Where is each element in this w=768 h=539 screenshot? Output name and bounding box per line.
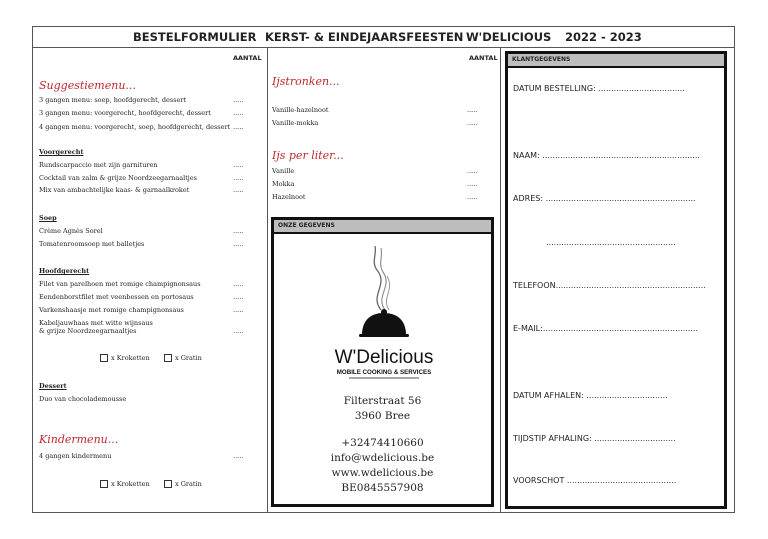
- menu-item: Kabeljauwhaas met witte wijnsaus: [39, 319, 153, 327]
- option-label: x Kroketten: [111, 354, 150, 362]
- gratin-option[interactable]: [164, 480, 202, 488]
- qty-dots[interactable]: .....: [233, 186, 244, 194]
- checkbox[interactable]: [164, 354, 172, 362]
- contact-street: Filterstraat 56: [343, 395, 422, 407]
- column-divider: [500, 47, 501, 512]
- datum-bestelling-field[interactable]: DATUM BESTELLING: ..................................: [513, 84, 685, 93]
- option-label: x Kroketten: [111, 480, 150, 488]
- tijdstip-afhaling-field[interactable]: TIJDSTIP AFHALING: ................................: [513, 434, 676, 443]
- qty-dots[interactable]: .....: [233, 161, 244, 169]
- naam-field[interactable]: NAAM: ..............................................................: [513, 151, 700, 160]
- menu-item: Cocktail van zalm & grijze Noordzeegarnaaltjes: [39, 174, 198, 182]
- hoofdgerecht-title: Hoofdgerecht: [39, 267, 90, 275]
- voorgerecht-title: Voorgerecht: [39, 148, 84, 156]
- cloche-logo-icon: [319, 240, 449, 380]
- menu-item: 4 gangen kindermenu: [39, 452, 112, 460]
- qty-dots[interactable]: .....: [233, 96, 244, 104]
- kroketten-option[interactable]: [100, 480, 150, 488]
- menu-item: Rundscarpaccio met zijn garnituren: [39, 161, 158, 169]
- dessert-title: Dessert: [39, 382, 67, 390]
- aantal-header: AANTAL: [233, 54, 262, 62]
- order-form: [32, 26, 735, 513]
- suggestiemenu-title: Suggestiemenu...: [39, 79, 136, 92]
- contact-vat: BE0845557908: [341, 482, 424, 494]
- menu-item: 4 gangen menu: voorgerecht, soep, hoofdgerecht, dessert: [39, 123, 231, 131]
- qty-dots[interactable]: .....: [233, 327, 244, 335]
- contact-phone: +32474410660: [341, 437, 424, 449]
- email-field[interactable]: E-MAIL:.............................................................: [513, 324, 698, 333]
- qty-dots[interactable]: .....: [467, 167, 478, 175]
- kroketten-option[interactable]: [100, 354, 150, 362]
- menu-item: Vanille: [272, 167, 295, 175]
- menu-item: Varkenshaasje met romige champignonsaus: [39, 306, 184, 314]
- menu-item: Duo van chocolademousse: [39, 395, 127, 403]
- klantgegevens-box: [505, 51, 727, 509]
- menu-item: Filet van parelhoen met romige champignonsaus: [39, 280, 201, 288]
- telefoon-field[interactable]: TELEFOON...........................................................: [513, 281, 706, 290]
- ijstronken-title: Ijstronken...: [272, 75, 340, 88]
- adres-field[interactable]: ADRES: ...........................................................: [513, 194, 696, 203]
- soep-title: Soep: [39, 214, 57, 222]
- logo-name: W'Delicious: [334, 347, 434, 368]
- qty-dots[interactable]: .....: [233, 240, 244, 248]
- logo-tagline: MOBILE COOKING & SERVICES: [336, 369, 432, 376]
- onze-gegevens-box: [271, 217, 494, 507]
- voorschot-field[interactable]: VOORSCHOT ...........................................: [513, 476, 677, 485]
- qty-dots[interactable]: .....: [233, 109, 244, 117]
- form-header: [33, 27, 734, 48]
- qty-dots[interactable]: .....: [233, 306, 244, 314]
- brand-title: W'DELICIOUS: [466, 30, 552, 44]
- box-header: ONZE GEGEVENS: [274, 220, 491, 234]
- menu-item: & grijze Noordzeegarnaaltjes: [39, 327, 137, 335]
- qty-dots[interactable]: .....: [233, 280, 244, 288]
- menu-item: 3 gangen menu: soep, hoofdgerecht, dessert: [39, 96, 187, 104]
- qty-dots[interactable]: .....: [467, 193, 478, 201]
- option-label: x Gratin: [175, 480, 202, 488]
- qty-dots[interactable]: .....: [233, 174, 244, 182]
- box-header: KLANTGEGEVENS: [508, 54, 724, 68]
- form-title: BESTELFORMULIER: [133, 30, 257, 44]
- qty-dots[interactable]: .....: [233, 123, 244, 131]
- qty-dots[interactable]: .....: [233, 227, 244, 235]
- event-title: KERST- & EINDEJAARSFEESTEN: [265, 30, 464, 44]
- qty-dots[interactable]: .....: [233, 452, 244, 460]
- checkbox[interactable]: [100, 480, 108, 488]
- qty-dots[interactable]: .....: [467, 180, 478, 188]
- menu-item: 3 gangen menu: voorgerecht, hoofdgerecht, dessert: [39, 109, 211, 117]
- adres-field-line2[interactable]: ...................................................: [546, 238, 676, 247]
- checkbox[interactable]: [164, 480, 172, 488]
- contact-web: www.wdelicious.be: [331, 467, 434, 479]
- ijsperliter-title: Ijs per liter...: [272, 149, 344, 162]
- kindermenu-title: Kindermenu...: [39, 433, 119, 446]
- menu-item: Mokka: [272, 180, 295, 188]
- menu-item: Hazelnoot: [272, 193, 306, 201]
- menu-item: Crème Agnès Sorel: [39, 227, 103, 235]
- contact-city: 3960 Bree: [354, 410, 411, 422]
- gratin-option[interactable]: [164, 354, 202, 362]
- qty-dots[interactable]: .....: [233, 293, 244, 301]
- option-label: x Gratin: [175, 354, 202, 362]
- qty-dots[interactable]: .....: [467, 106, 478, 114]
- column-divider: [267, 47, 268, 512]
- menu-item: Tomatenroomsoep met balletjes: [39, 240, 145, 248]
- checkbox[interactable]: [100, 354, 108, 362]
- aantal-header: AANTAL: [469, 54, 498, 62]
- menu-item: Vanille-hazelnoot: [272, 106, 329, 114]
- contact-email: info@wdelicious.be: [330, 452, 435, 464]
- menu-item: Mix van ambachtelijke kaas- & garnaalkroket: [39, 186, 190, 194]
- datum-afhalen-field[interactable]: DATUM AFHALEN: ................................: [513, 391, 668, 400]
- menu-item: Vanille-mokka: [272, 119, 319, 127]
- menu-item: Eendenborstfilet met veenbessen en portosaus: [39, 293, 194, 301]
- qty-dots[interactable]: .....: [467, 119, 478, 127]
- season: 2022 - 2023: [565, 30, 642, 44]
